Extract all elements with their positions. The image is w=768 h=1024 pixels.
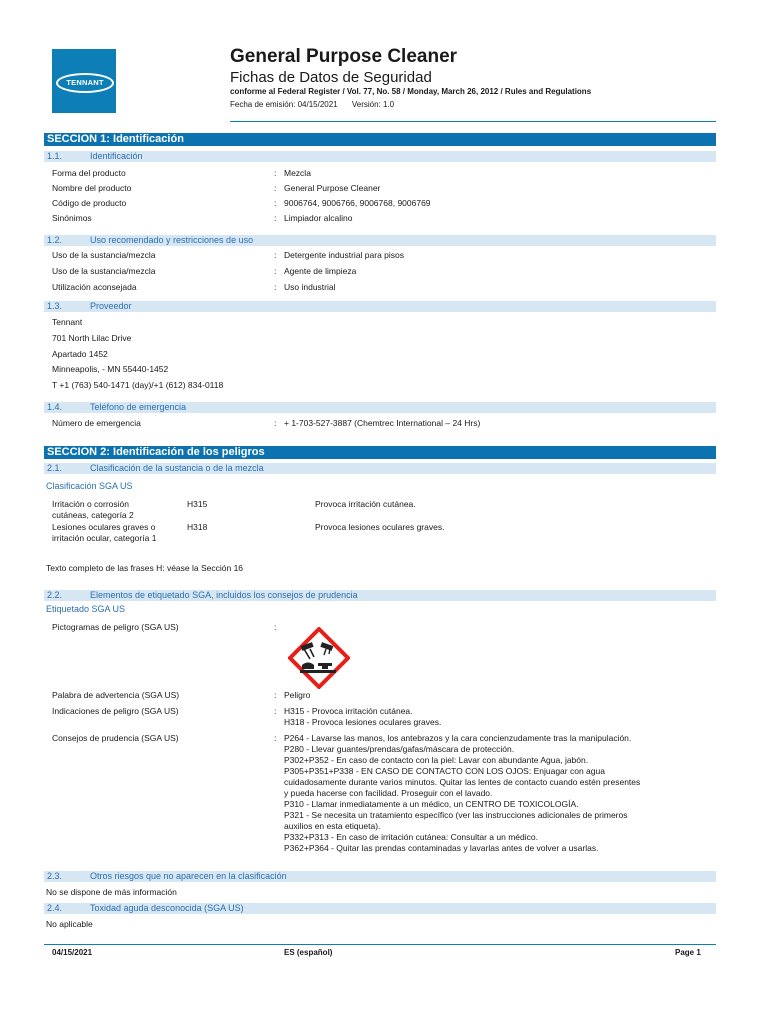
- row-label: Código de producto: [52, 198, 127, 208]
- subsection-title: Clasificación de la sustancia o de la mezcla: [90, 463, 264, 473]
- footer-page-number: Page 1: [675, 948, 701, 957]
- section-1-header: SECCION 1: Identificación: [44, 133, 716, 146]
- subsection-1-4-header: [44, 402, 716, 413]
- row-value: Detergente industrial para pisos: [284, 250, 405, 260]
- labelling-heading: Etiquetado SGA US: [46, 604, 126, 614]
- address-line: Minneapolis, - MN 55440-1452: [52, 364, 169, 374]
- subsection-title: Uso recomendado y restricciones de uso: [90, 235, 254, 245]
- row-label: Uso de la sustancia/mezcla: [52, 250, 156, 260]
- emergency-number: + 1-703-527-3887 (Chemtrec International – 24 Hrs): [284, 418, 481, 428]
- section-2-header: SECCION 2: Identificación de los peligros: [44, 446, 716, 459]
- subsection-number: 1.1.: [47, 151, 63, 161]
- subsection-2-3-header: [44, 871, 716, 882]
- subsection-2-2-header: [44, 590, 716, 601]
- subsection-number: 1.4.: [47, 402, 63, 412]
- subsection-number: 1.3.: [47, 301, 63, 311]
- address-line: Apartado 1452: [52, 349, 108, 359]
- row-value: Agente de limpieza: [284, 266, 357, 276]
- document-subtitle: Fichas de Datos de Seguridad: [230, 69, 432, 86]
- precaution-line: y pueda hacerse con facilidad. Proseguir con el lavado.: [284, 788, 493, 798]
- row-value: 9006764, 9006766, 9006768, 9006769: [284, 198, 431, 208]
- sds-page: TENNANT General Purpose Cleaner Fichas de Datos de Seguridad conforme al Federal Register / Vol. 77, No. 58 / Monday, March 26, 2012 / Rules and Regulations Fecha de emisión: 04/15/2021 Versión: 1.0 SECCION 1: Identificación 1.1. Identificación Forma del producto : Mezcla Nombre del producto : General Purpose Cleaner Código de producto : 9006764, 9006766, 9006768, 9006769 Sinónimos : Limpiador alcalino 1.2. Uso recomendado y restricciones de uso Uso de la sustancia/mezcla : Detergente industrial para pisos Uso de la sustancia/mezcla : Agente de limpieza Utilización aconsejada : Uso industrial 1.3. Proveedor Tennant 701 North Lilac Drive Apartado 1452 Minneapolis, - MN 55440-1452 T +1 (763) 540-1471 (day)/+1 (612) 834-0118 1.4. Teléfono de emergencia Número de emergencia : + 1-703-527-3887 (Chemtrec International – 24 Hrs) SECCION 2: Identificación de los peligros 2.1. Clasificación de la sustancia o de la mezcla Clasificación SGA US Irritación o corrosión cutáneas, categoría 2 H315 Provoca irritación cutánea. Lesiones oculares graves o irritación ocular, categoría 1 H318 Provoca lesiones oculares graves. Texto completo de las frases H: véase la Sección 16 2.2. Elementos de etiquetado SGA, incluidos los consejos de prudencia Etiquetado SGA US Pictogramas de peligro (SGA US) : Palabra de advertencia (SGA US) : Peligro Indicaciones de peligro (SGA US) : H315 - Provoca irritación cutánea. H318 - Provoca lesiones oculares graves. Consejos de prudencia (SGA US) : P264 - Lavarse las manos, los antebrazos y la cara concienzudamente tras la manipulación. P280 - Llevar guantes/prendas/gafas/máscara de protección. P302+P352 - En caso de contacto con la piel: Lavar con abundante Agua, jabón. P305+P351+P338 - EN CASO DE CONTACTO CON LOS OJOS: Enjuagar con agua cuidadosamente durante varios minutos. Quitar las lentes de contacto cuando estén presentes y pueda hacerse con facilidad. Proseguir con el lavado. P310 - Llamar inmediatamente a un médico, un CENTRO DE TOXICOLOGÍA. P321 - Se necesita un tratamiento específico (ver las instrucciones adicionales de primeros auxilios en esta etiqueta). P332+P313 - En caso de irritación cutánea: Consultar a un médico. P362+P364 - Quitar las prendas contaminadas y lavarlas antes de volver a usarlas. 2.3. Otros riesgos que no aparecen en la clasificación No se dispone de más información 2.4. Toxidad aguda desconocida (SGA US) No aplicable 04/15/2021 ES (español) Page 1: [0, 0, 768, 1024]
- version: Versión: 1.0: [351, 100, 395, 109]
- row-label: Forma del producto: [52, 168, 126, 178]
- row-value: Limpiador alcalino: [284, 213, 353, 223]
- hazard-statement-line: H315 - Provoca irritación cutánea.: [284, 706, 413, 716]
- precaution-line: P362+P364 - Quitar las prendas contaminadas y lavarlas antes de volver a usarlas.: [284, 843, 599, 853]
- issue-date: Fecha de emisión: 04/15/2021: [230, 100, 338, 109]
- row-label: Nombre del producto: [52, 183, 132, 193]
- precaution-line: P305+P351+P338 - EN CASO DE CONTACTO CON LOS OJOS: Enjuagar con agua: [284, 766, 605, 776]
- hazard-code: H318: [187, 522, 208, 532]
- h-phrases-note: Texto completo de las frases H: véase la Sección 16: [46, 563, 244, 573]
- subsection-1-3-header: [44, 301, 716, 312]
- row-label: Sinónimos: [52, 213, 92, 223]
- subsection-number: 2.4.: [47, 903, 63, 913]
- footer-date: 04/15/2021: [52, 948, 93, 957]
- signal-word: Peligro: [284, 690, 311, 700]
- subsection-title: Otros riesgos que no aparecen en la clasificación: [90, 871, 287, 881]
- hazard-statements-label: Indicaciones de peligro (SGA US): [52, 706, 179, 716]
- row-label: Utilización aconsejada: [52, 282, 137, 292]
- logo-text: TENNANT: [56, 73, 114, 93]
- subsection-title: Elementos de etiquetado SGA, incluidos los consejos de prudencia: [90, 590, 358, 600]
- precaution-line: P280 - Llevar guantes/prendas/gafas/máscara de protección.: [284, 744, 515, 754]
- row-value: General Purpose Cleaner: [284, 183, 381, 193]
- subsection-2-4-header: [44, 903, 716, 914]
- row-value: Mezcla: [284, 168, 311, 178]
- address-line: Tennant: [52, 317, 83, 327]
- issue-info: [230, 100, 406, 109]
- subsection-number: 1.2.: [47, 235, 63, 245]
- subsection-2-1-header: [44, 463, 716, 474]
- classification-name: Lesiones oculares graves o irritación ocular, categoría 1: [52, 522, 157, 543]
- acute-toxicity-text: No aplicable: [46, 919, 93, 929]
- address-line: 701 North Lilac Drive: [52, 333, 132, 343]
- precautionary-label: Consejos de prudencia (SGA US): [52, 733, 179, 743]
- classification-heading: Clasificación SGA US: [46, 481, 133, 491]
- classification-name: Irritación o corrosión cutáneas, categoría 2: [52, 499, 134, 520]
- subsection-1-2-header: [44, 235, 716, 246]
- subsection-title: Identificación: [90, 151, 143, 161]
- subsection-1-1-header: [44, 151, 716, 162]
- precaution-line: P264 - Lavarse las manos, los antebrazos y la cara concienzudamente tras la manipulación.: [284, 733, 632, 743]
- precaution-line: cuidadosamente durante varios minutos. Quitar las lentes de contacto cuando estén presentes: [284, 777, 641, 787]
- precaution-line: P310 - Llamar inmediatamente a un médico, un CENTRO DE TOXICOLOGÍA.: [284, 799, 579, 809]
- header-divider: [230, 121, 716, 122]
- subsection-number: 2.3.: [47, 871, 63, 881]
- other-hazards-text: No se dispone de más información: [46, 887, 177, 897]
- address-phone: T +1 (763) 540-1471 (day)/+1 (612) 834-0118: [52, 380, 224, 390]
- product-title: General Purpose Cleaner: [230, 46, 458, 67]
- precaution-line: P321 - Se necesita un tratamiento específico (ver las instrucciones adicionales de primeros: [284, 810, 628, 820]
- subsection-title: Toxidad aguda desconocida (SGA US): [90, 903, 244, 913]
- subsection-title: Proveedor: [90, 301, 132, 311]
- corrosion-pictogram-icon: [288, 627, 350, 689]
- hazard-statement: Provoca lesiones oculares graves.: [315, 522, 445, 532]
- subsection-number: 2.1.: [47, 463, 63, 473]
- signal-word-label: Palabra de advertencia (SGA US): [52, 690, 180, 700]
- hazard-code: H315: [187, 499, 208, 509]
- footer-language: ES (español): [284, 948, 333, 957]
- tennant-logo: [52, 49, 116, 113]
- subsection-title: Teléfono de emergencia: [90, 402, 187, 412]
- footer-divider: [44, 944, 716, 945]
- subsection-number: 2.2.: [47, 590, 63, 600]
- precaution-line: P302+P352 - En caso de contacto con la piel: Lavar con abundante Agua, jabón.: [284, 755, 589, 765]
- precaution-line: P332+P313 - En caso de irritación cutánea: Consultar a un médico.: [284, 832, 538, 842]
- regulation-line: conforme al Federal Register / Vol. 77, No. 58 / Monday, March 26, 2012 / Rules and Regulations: [230, 87, 592, 96]
- hazard-statement: Provoca irritación cutánea.: [315, 499, 416, 509]
- hazard-statement-line: H318 - Provoca lesiones oculares graves.: [284, 717, 442, 727]
- row-value: Uso industrial: [284, 282, 336, 292]
- row-label: Uso de la sustancia/mezcla: [52, 266, 156, 276]
- pictograms-label: Pictogramas de peligro (SGA US): [52, 622, 179, 632]
- emergency-label: Número de emergencia: [52, 418, 141, 428]
- precaution-line: auxilios en esta etiqueta).: [284, 821, 381, 831]
